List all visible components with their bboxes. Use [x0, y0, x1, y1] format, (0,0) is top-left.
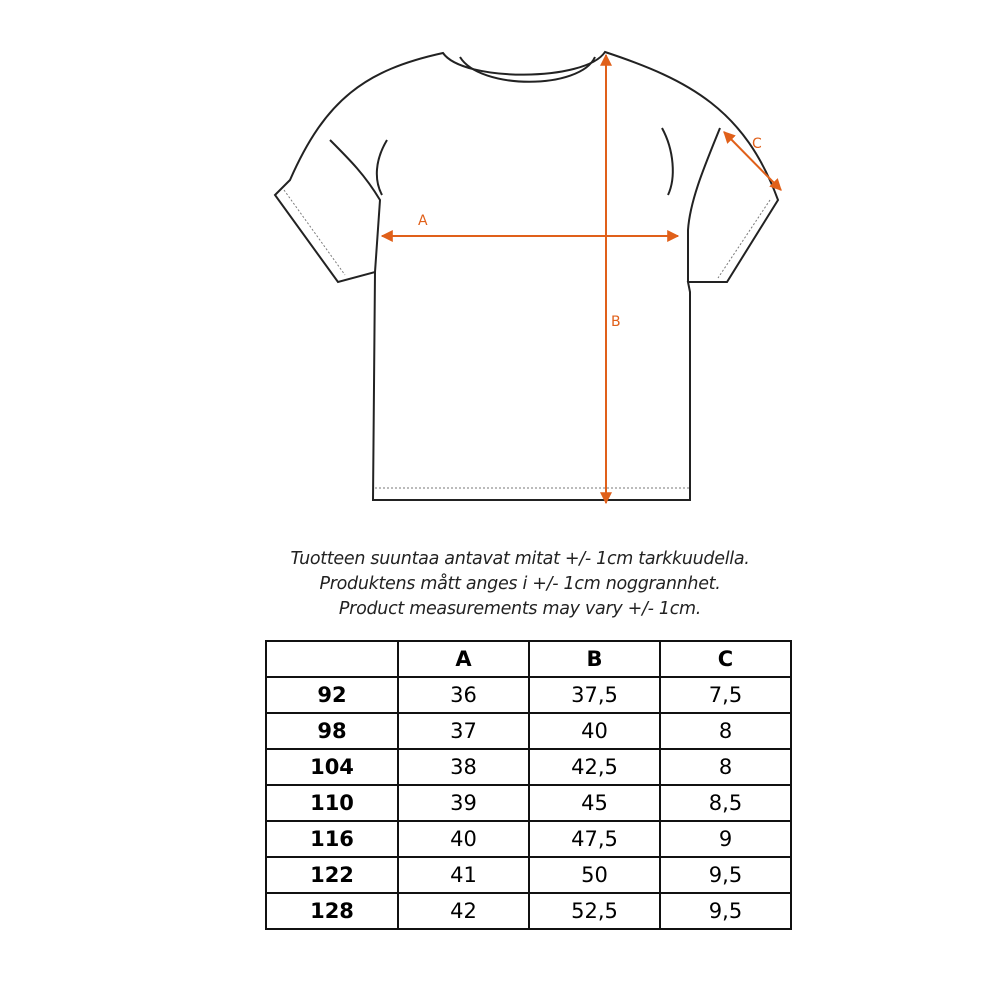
size-cell: 98: [266, 713, 398, 749]
measurement-arrows: [382, 55, 781, 503]
label-a: A: [418, 213, 428, 229]
note-line-sv: Produktens mått anges i +/- 1cm noggrannhet.: [319, 574, 721, 594]
size-cell: 110: [266, 785, 398, 821]
note-line-fi: Tuotteen suuntaa antavat mitat +/- 1cm tarkkuudella.: [290, 549, 750, 569]
label-c: C: [752, 136, 762, 152]
label-b: B: [611, 314, 621, 330]
cell-b: 47,5: [529, 821, 660, 857]
cell-c: 9,5: [660, 893, 791, 929]
cell-a: 38: [398, 749, 529, 785]
stitch-lines: [284, 190, 770, 488]
cell-b: 42,5: [529, 749, 660, 785]
table-row: [266, 677, 791, 713]
table-row: [266, 893, 791, 929]
left-armhole-dart: [377, 140, 387, 195]
right-armhole-dart: [662, 128, 673, 195]
cell-a: 39: [398, 785, 529, 821]
cell-b: 40: [529, 713, 660, 749]
cell-c: 9: [660, 821, 791, 857]
cell-a: 42: [398, 893, 529, 929]
size-cell: 128: [266, 893, 398, 929]
header-corner: [266, 641, 398, 677]
table-row: [266, 713, 791, 749]
cell-c: 8: [660, 749, 791, 785]
table-row: [266, 785, 791, 821]
cell-b: 45: [529, 785, 660, 821]
note-line-en: Product measurements may vary +/- 1cm.: [338, 599, 702, 619]
cell-a: 36: [398, 677, 529, 713]
left-sleeve-hem-stitch: [284, 190, 345, 275]
cell-b: 50: [529, 857, 660, 893]
cell-a: 41: [398, 857, 529, 893]
cell-b: 52,5: [529, 893, 660, 929]
size-cell: 104: [266, 749, 398, 785]
table-row: [266, 821, 791, 857]
right-sleeve-hem-stitch: [718, 200, 770, 278]
header-a: A: [398, 641, 529, 677]
size-table: [265, 640, 792, 930]
header-b: B: [529, 641, 660, 677]
cell-c: 8: [660, 713, 791, 749]
cell-c: 9,5: [660, 857, 791, 893]
cell-c: 8,5: [660, 785, 791, 821]
cell-a: 37: [398, 713, 529, 749]
left-sleeve-seam: [330, 140, 380, 272]
right-sleeve-seam: [688, 128, 720, 282]
measurement-note: [0, 547, 1000, 622]
header-c: C: [660, 641, 791, 677]
table-row: [266, 857, 791, 893]
cell-b: 37,5: [529, 677, 660, 713]
size-cell: 116: [266, 821, 398, 857]
size-cell: 92: [266, 677, 398, 713]
table-row: [266, 749, 791, 785]
table-header-row: [266, 641, 791, 677]
cell-a: 40: [398, 821, 529, 857]
tshirt-outline: [275, 52, 778, 500]
tshirt-body-outline: [275, 52, 778, 500]
size-cell: 122: [266, 857, 398, 893]
cell-c: 7,5: [660, 677, 791, 713]
